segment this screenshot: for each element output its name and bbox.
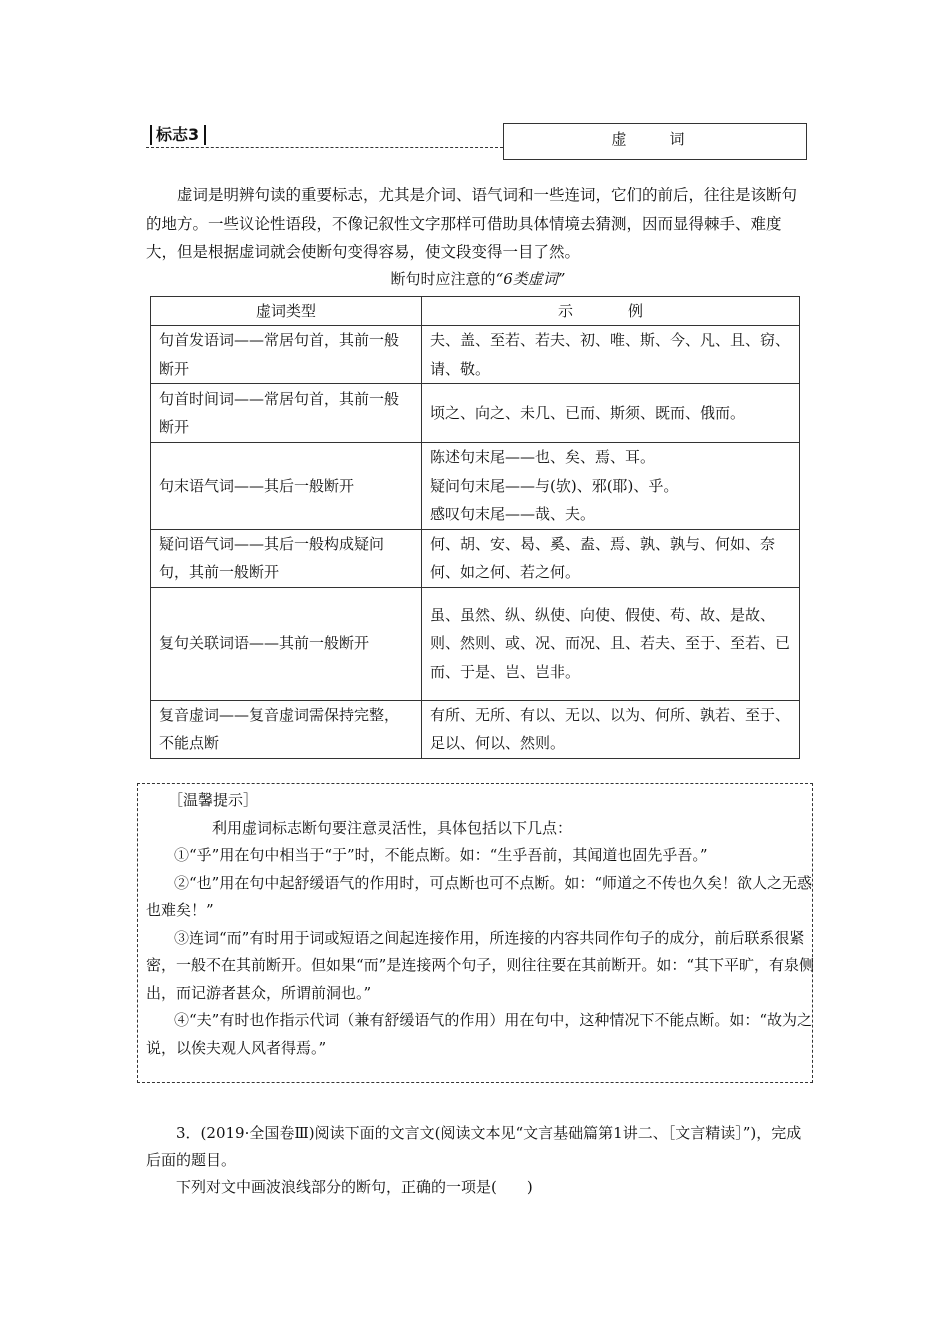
table-row: [151, 700, 800, 758]
section-title: 虚 词: [611, 130, 699, 148]
table-row: [151, 587, 800, 700]
row-type: 复句关联词语——其前一般断开: [151, 587, 422, 700]
row-type: 疑问语气词——其后一般构成疑问句，其前一般断开: [151, 529, 422, 587]
header-examples: 示 例: [422, 297, 800, 326]
label-right-bar: [204, 125, 206, 145]
tips-lead: 利用虚词标志断句要注意灵活性，具体包括以下几点：: [212, 818, 573, 837]
row-examples: 夫、盖、至若、若夫、初、唯、斯、今、凡、且、窃、请、敬。: [422, 326, 800, 384]
table-row: [151, 529, 800, 587]
row-type: 句末语气词——其后一般断开: [151, 443, 422, 530]
section-title-box: [503, 123, 807, 160]
intro-paragraph: [146, 181, 810, 267]
section-label: 标志3: [156, 125, 200, 144]
table-caption-prefix: 断句时应注意的: [390, 270, 496, 288]
example-line: 陈述句末尾——也、矣、焉、耳。: [430, 448, 656, 466]
row-examples: 顷之、向之、未几、已而、斯须、既而、俄而。: [422, 384, 800, 443]
tips-item: ②“也”用在句中起舒缓语气的作用时，可点断也可不点断。如：“师道之不传也久矣！欲人之无惑也难矣！”: [146, 873, 813, 919]
tips-item: ③连词“而”有时用于词或短语之间起连接作用，所连接的内容共同作句子的成分，前后联系很紧密，一般不在其前断开。但如果“而”是连接两个句子，则往往要在其前断开。如：“其下平旷，有泉侧出，而记游者甚众，所谓前洞也。”: [146, 928, 815, 1002]
example-line: 疑问句末尾——与(欤)、邪(耶)、乎。: [430, 476, 679, 495]
row-type: 复音虚词——复音虚词需保持完整，不能点断: [151, 700, 422, 758]
row-examples: [422, 443, 800, 530]
question-block: [146, 1120, 810, 1201]
table-header-row: [151, 297, 800, 326]
header-type: 虚词类型: [151, 297, 422, 326]
row-examples: 虽、虽然、纵、纵使、向使、假使、苟、故、是故、则、然则、或、况、而况、且、若夫、至于、至若、已而、于是、岂、岂非。: [422, 587, 800, 700]
section-header: [146, 123, 807, 160]
tips-box: [137, 783, 813, 1083]
row-type: 句首发语词——常居句首，其前一般断开: [151, 326, 422, 384]
tips-content: [146, 787, 816, 1062]
table-caption-emphasis: “6类虚词”: [495, 270, 566, 288]
table-row: [151, 443, 800, 530]
question-prompt: 下列对文中画波浪线部分的断句，正确的一项是( ): [176, 1178, 533, 1196]
tips-title: ［温馨提示］: [168, 791, 259, 809]
section-label-box: [146, 123, 503, 148]
tips-item: ①“乎”用在句中相当于“于”时，不能点断。如：“生乎吾前，其闻道也固先乎吾。”: [174, 846, 708, 864]
question-source: 3．(2019·全国卷Ⅲ)阅读下面的文言文(阅读文本见“文言基础篇第1讲二、［文言精读］”)，完成后面的题目。: [146, 1124, 802, 1169]
intro-text: 虚词是明辨句读的重要标志，尤其是介词、语气词和一些连词，它们的前后，往往是该断句的地方。一些议论性语段，不像记叙性文字那样可借助具体情境去猜测，因而显得棘手、难度大，但是根据虚词就会使断句变得容易，使文段变得一目了然。: [146, 186, 798, 261]
row-examples: 有所、无所、有以、无以、以为、何所、孰若、至于、足以、何以、然则。: [422, 700, 800, 758]
function-word-table: [150, 296, 800, 759]
table-row: [151, 326, 800, 384]
tips-item: ④“夫”有时也作指示代词（兼有舒缓语气的作用）用在句中，这种情况下不能点断。如：“故为之说，以俟夫观人风者得焉。”: [146, 1011, 813, 1057]
table-caption: [146, 267, 810, 291]
example-line: 感叹句末尾——哉、夫。: [430, 505, 596, 523]
row-examples: 何、胡、安、曷、奚、盍、焉、孰、孰与、何如、奈何、如之何、若之何。: [422, 529, 800, 587]
label-left-bar: [150, 125, 152, 145]
table-row: [151, 384, 800, 443]
row-type: 句首时间词——常居句首，其前一般断开: [151, 384, 422, 443]
